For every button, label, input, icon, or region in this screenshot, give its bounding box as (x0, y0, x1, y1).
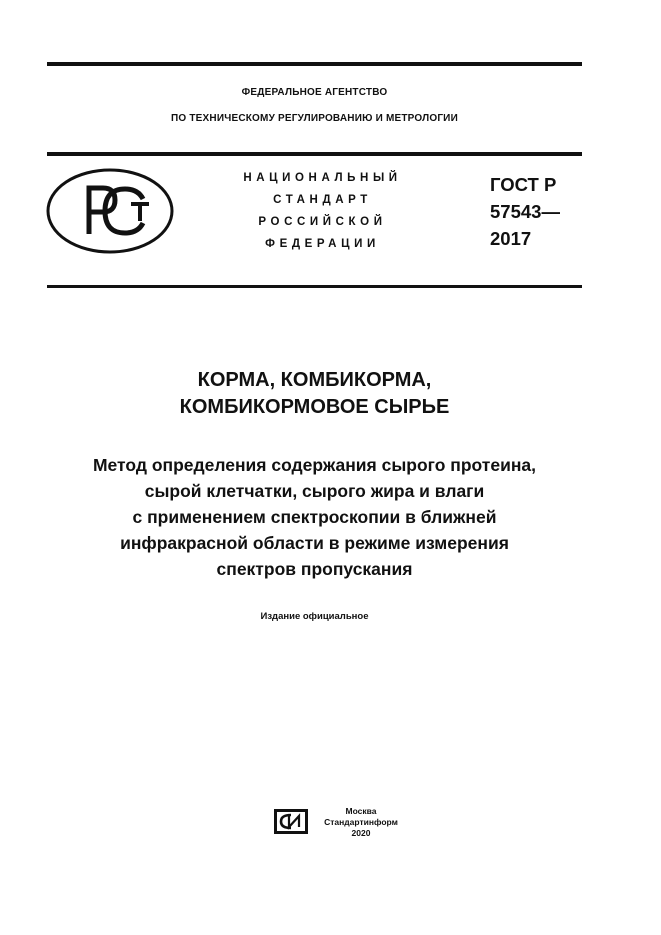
agency-line-2: ПО ТЕХНИЧЕСКОМУ РЕГУЛИРОВАНИЮ И МЕТРОЛОГИИ (171, 113, 458, 124)
header-rule (47, 152, 582, 156)
subtitle-line-1: Метод определения содержания сырого протеина, (92, 455, 537, 475)
national-standard-line-4: ФЕДЕРАЦИИ (265, 238, 380, 250)
subtitle-line-5: спектров пропускания (216, 559, 413, 579)
national-standard-line-2: СТАНДАРТ (273, 194, 372, 206)
subtitle-line-3: с применением спектроскопии в ближней (132, 507, 497, 527)
standartinform-logo-icon (273, 808, 309, 835)
document-subtitle (47, 452, 582, 582)
document-title (47, 367, 582, 421)
national-standard-block (205, 167, 440, 255)
agency-line-1: ФЕДЕРАЛЬНОЕ АГЕНТСТВО (241, 87, 388, 98)
subtitle-line-4: инфракрасной области в режиме измерения (120, 533, 509, 553)
designation-year: 2017 (490, 228, 532, 249)
designation-rule (47, 285, 582, 288)
rst-certification-mark-icon (45, 167, 175, 255)
title-line-1: КОРМА, КОМБИКОРМА, (197, 369, 432, 391)
top-rule (47, 62, 582, 66)
designation-number: 57543— (490, 201, 560, 222)
imprint-publisher: Стандартинформ (324, 817, 398, 827)
national-standard-line-1: НАЦИОНАЛЬНЫЙ (243, 172, 402, 184)
title-line-2: КОМБИКОРМОВОЕ СЫРЬЕ (179, 396, 450, 418)
imprint-city: Москва (345, 806, 377, 816)
subtitle-line-2: сырой клетчатки, сырого жира и влаги (144, 481, 485, 501)
edition-label: Издание официальное (260, 611, 369, 622)
imprint (318, 806, 404, 839)
national-standard-line-3: РОССИЙСКОЙ (258, 216, 387, 228)
standard-designation (490, 171, 560, 252)
imprint-year: 2020 (351, 828, 371, 838)
designation-prefix: ГОСТ Р (490, 174, 557, 195)
